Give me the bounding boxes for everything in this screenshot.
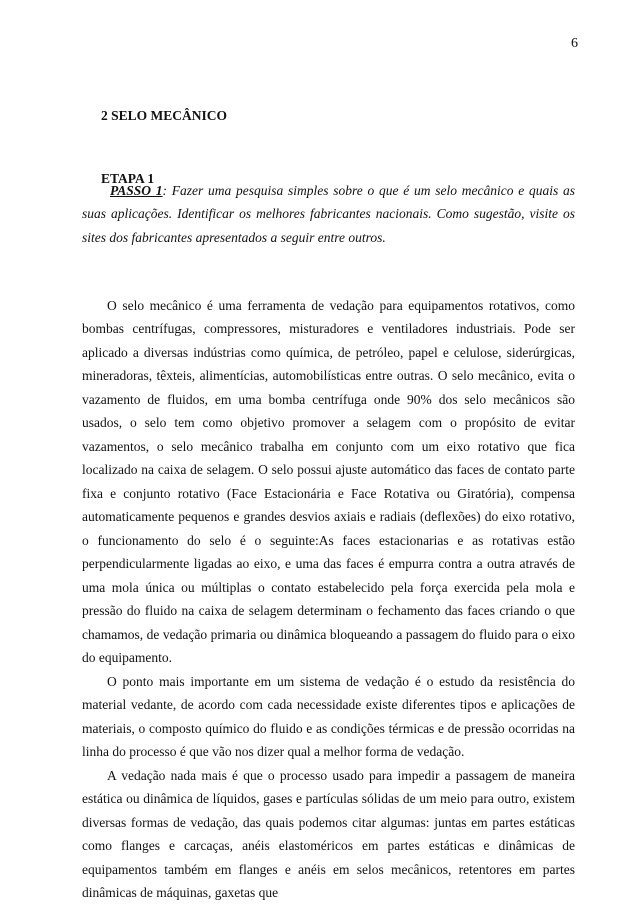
body-paragraph: A vedação nada mais é que o processo usado para impedir a passagem de maneira estática ou dinâmica de líquidos, gases e partículas sólidas de um meio para outro, existem diversas formas de vedação, das quais podemos citar algumas: juntas em partes estáticas como flanges e carcaças, anéis elastoméricos em partes estáticas e dinâmicas de equipamentos também em flanges e anéis em selos mecânicos, retentores em partes dinâmicas de máquinas, gaxetas que: [82, 767, 575, 900]
step-label: PASSO 1: [110, 182, 163, 198]
step-instruction: [82, 179, 575, 250]
body-paragraph: O ponto mais importante em um sistema de vedação é o estudo da resistência do material vedante, de acordo com cada necessidade existe diferentes tipos e aplicações de materiais, o composto químico do fluido e as condições térmicas e de pressão ocorridas na linha do processo é que vão nos dizer qual a melhor forma de vedação.: [82, 673, 575, 759]
body-text: [82, 294, 575, 905]
step-text: : Fazer uma pesquisa simples sobre o que é um selo mecânico e quais as suas aplicações. Identificar os melhores fabricantes nacionais. Como sugestão, visite os sites dos fabricantes apresentados a seguir entre outros.: [82, 182, 576, 245]
body-paragraph: O selo mecânico é uma ferramenta de vedação para equipamentos rotativos, como bombas centrífugas, compressores, misturadores e ventiladores industriais. Pode ser aplicado a diversas indústrias como química, de petróleo, papel e celulose, siderúrgicas, mineradoras, têxteis, alimentícias, automobilísticas entre outras. O selo mecânico, evita o vazamento de fluidos, em uma bomba centrífuga onde 90% dos selo mecânicos são usados, o selo tem como objetivo promover a selagem com o propósito de evitar vazamentos, o selo mecânico trabalha em conjunto com um eixo rotativo que fica localizado na caixa de selagem. O selo possui ajuste automático das faces de contato parte fixa e conjunto rotativo (Face Estacionária e Face Rotativa ou Giratória), compensa automaticamente pequenos e grandes desvios axiais e radiais (deflexões) do eixo rotativo, o funcionamento do selo é o seguinte:As faces estacionarias e as rotativas estão perpendicularmente ligadas ao eixo, e uma das faces é empurra contra a outra através de uma mola única ou múltiplas o contato estabelecido pela força exercida pela mola e pressão do fluido na caixa de selagem determinam o fechamento das faces criando o que chamamos, de vedação primaria ou dinâmica bloqueando a passagem do fluido para o eixo do equipamento.: [82, 297, 575, 665]
stage-title: ETAPA 1: [101, 171, 155, 186]
section-title: 2 SELO MECÂNICO: [101, 108, 228, 123]
page-number: 6: [571, 36, 578, 51]
